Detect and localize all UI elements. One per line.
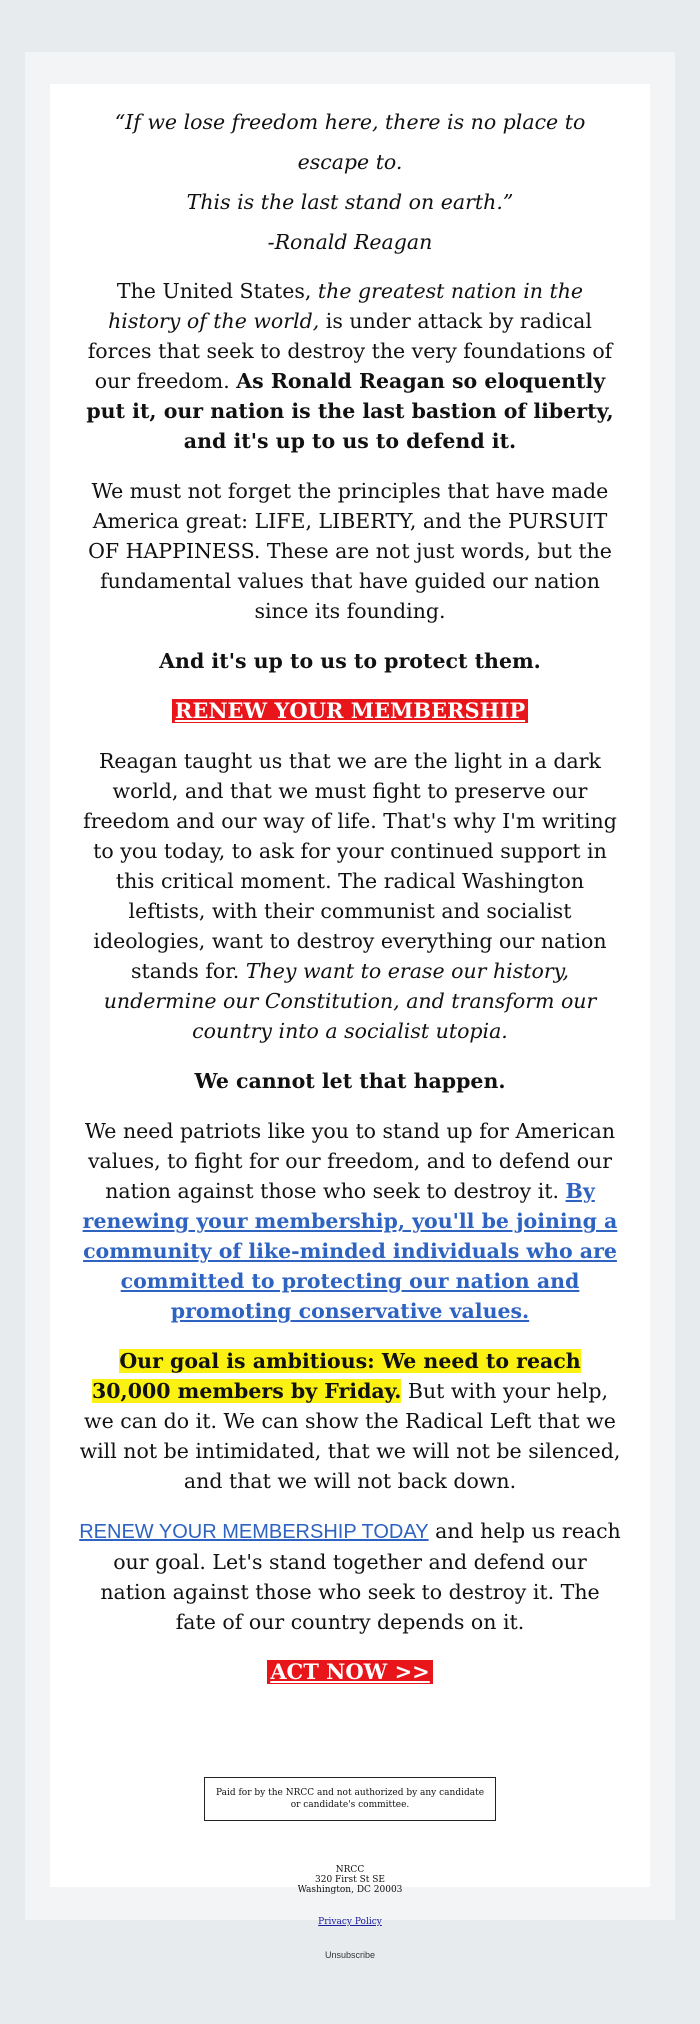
quote-attribution: -Ronald Reagan bbox=[267, 230, 433, 254]
act-button-row bbox=[78, 1657, 622, 1687]
reagan-quote-line-1: “If we lose freedom here, there is no place to escape to. bbox=[114, 110, 586, 174]
privacy-row bbox=[78, 1917, 622, 1927]
unsubscribe-link[interactable]: Unsubscribe bbox=[324, 1950, 376, 1960]
paragraph-protect: And it's up to us to protect them. bbox=[159, 649, 541, 673]
renew-membership-today-link[interactable]: RENEW YOUR MEMBERSHIP TODAY bbox=[79, 1521, 429, 1543]
paragraph-patriots bbox=[78, 1116, 622, 1326]
email-body bbox=[50, 84, 650, 1927]
paragraph-renew-today bbox=[78, 1516, 622, 1637]
patriots-text: We need patriots like you to stand up for American values, to fight for our freedom, and to defend our nation against those who seek to destroy it. bbox=[84, 1119, 616, 1203]
privacy-policy-link[interactable]: Privacy Policy bbox=[318, 1917, 382, 1927]
bottom-band bbox=[0, 1985, 700, 2024]
email-card bbox=[50, 84, 650, 1927]
address-org: NRCC bbox=[335, 1865, 365, 1875]
top-band bbox=[0, 0, 700, 40]
intro-text-bold: As Ronald Reagan so eloquently put it, our nation is the last bastion of liberty, and it's up to us to defend it. bbox=[86, 369, 614, 453]
goal-text: But with your help, we can do it. We can show the Radical Left that we will not be intimidated, that we will not be silenced, and that we will not back down. bbox=[79, 1379, 621, 1493]
reagan-taught-text: Reagan taught us that we are the light in a dark world, and that we must fight to preserve our freedom and our way of life. That's why I'm writing to you today, to ask for your continued support in this critical moment. The radical Washington leftists, with their communist and socialist ideologies, want to destroy everything our nation stands for. bbox=[83, 749, 617, 983]
intro-text-c: is under attack by radical forces that seek to destroy the very foundations of our freedom. bbox=[87, 309, 613, 393]
paragraph-goal bbox=[78, 1346, 622, 1496]
intro-text-a: The United States, bbox=[116, 279, 318, 303]
renew-today-text: and help us reach our goal. Let's stand together and defend our nation against those who seek to destroy it. The fate of our country depends on it. bbox=[100, 1519, 621, 1634]
address-street: 320 First St SE bbox=[315, 1875, 385, 1885]
address-city: Washington, DC 20003 bbox=[297, 1885, 403, 1895]
renew-button-row bbox=[78, 696, 622, 726]
paid-for-disclaimer: Paid for by the NRCC and not authorized by any candidate or candidate's committee. bbox=[204, 1777, 496, 1821]
reagan-taught-italic: They want to erase our history, undermine our Constitution, and transform our country into a socialist utopia. bbox=[103, 959, 597, 1043]
mailing-address bbox=[78, 1865, 622, 1895]
renew-membership-button[interactable]: RENEW YOUR MEMBERSHIP bbox=[172, 699, 528, 723]
paragraph-reagan-taught bbox=[78, 746, 622, 1046]
reagan-quote-line-2: This is the last stand on earth.” bbox=[186, 190, 514, 214]
goal-highlight: Our goal is ambitious: We need to reach 30,000 members by Friday. bbox=[92, 1349, 581, 1403]
paragraph-intro bbox=[78, 276, 622, 456]
renewing-membership-link[interactable]: By renewing your membership, you'll be joining a community of like-minded individuals who are committed to protecting our nation and promoting conservative values. bbox=[82, 1179, 618, 1323]
paragraph-principles: We must not forget the principles that have made America great: LIFE, LIBERTY, and the PURSUIT OF HAPPINESS. These are not just words, but the fundamental values that have guided our nation since its founding. bbox=[88, 479, 612, 623]
paragraph-cannot-let: We cannot let that happen. bbox=[194, 1069, 506, 1093]
act-now-button[interactable]: ACT NOW >> bbox=[267, 1660, 433, 1684]
intro-text-italic: the greatest nation in the history of the world, bbox=[108, 279, 584, 333]
